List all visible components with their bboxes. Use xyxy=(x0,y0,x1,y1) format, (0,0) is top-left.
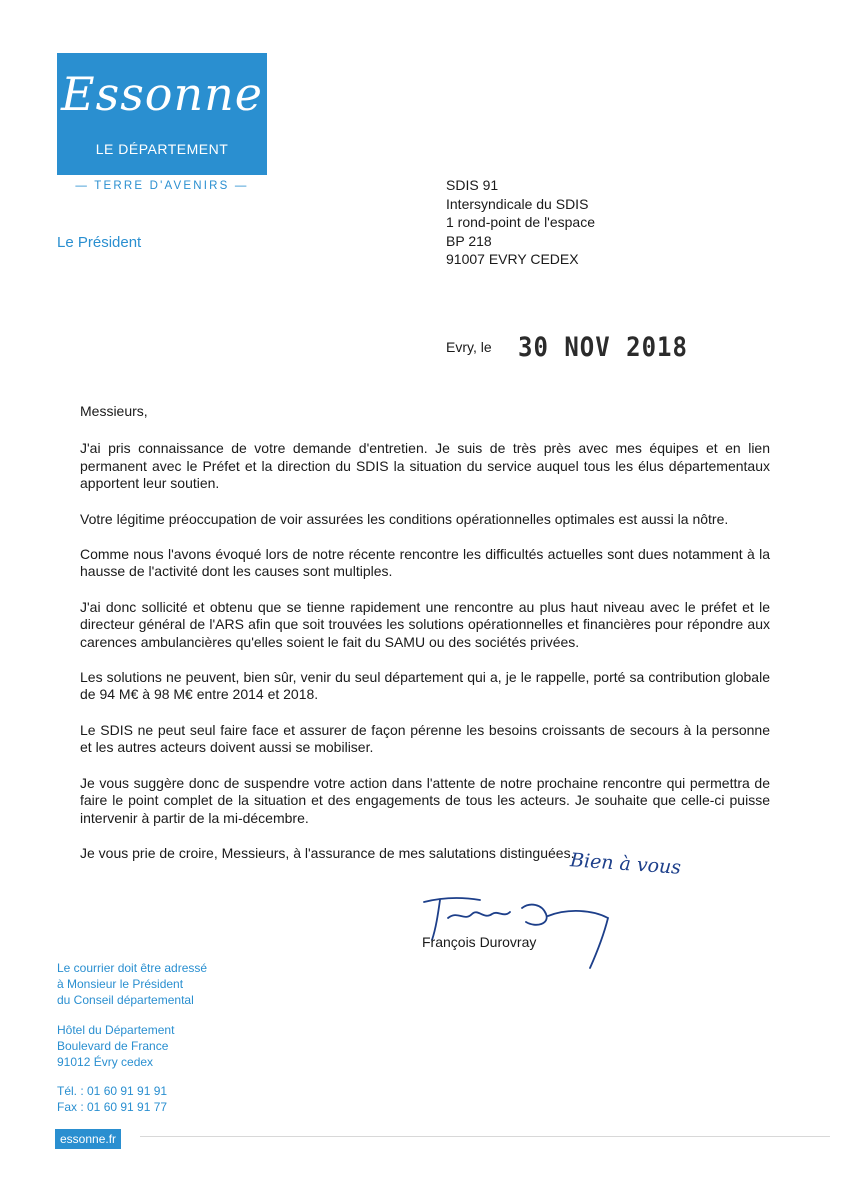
letter-paragraph: Votre légitime préoccupation de voir assurées les conditions opérationnelles optimales est aussi la nôtre. xyxy=(80,510,729,527)
recipient-line: Intersyndicale du SDIS xyxy=(446,195,589,212)
footer-line: du Conseil départemental xyxy=(57,993,194,1007)
footer-line: Boulevard de France xyxy=(57,1039,169,1053)
date-place: Evry, le xyxy=(446,339,492,355)
letter-paragraph: Comme nous l'avons évoqué lors de notre récente rencontre les difficultés actuelles sont dues notamment à la hausse de l'activité dont les causes sont multiples. xyxy=(80,546,770,580)
logo-subtitle: LE DÉPARTEMENT xyxy=(95,141,229,157)
signature-mark xyxy=(418,888,618,970)
footer-contact xyxy=(57,1083,167,1115)
letter-paragraph: J'ai donc sollicité et obtenu que se tienne rapidement une rencontre au plus haut niveau avec le préfet et le directeur général de l'ARS afin que soit trouvées les solutions opérationnelles et financières pour répondre aux carences ambulancières qu'elles soient le fait du SAMU ou des sociétés privées. xyxy=(80,598,770,650)
recipient-line: SDIS 91 xyxy=(446,177,499,193)
recipient-line: 1 rond-point de l'espace xyxy=(446,214,595,230)
letter-paragraph: Je vous suggère donc de suspendre votre action dans l'attente de notre prochaine rencontre qui permettra de faire le point complet de la situation et des engagements de tous les acteurs. Je souhaite que celle-ci puisse intervenir à partir de la mi-décembre. xyxy=(80,774,770,826)
recipient-address xyxy=(446,176,595,269)
logo-wordmark: Essonne xyxy=(61,67,263,121)
recipient-line: BP 218 xyxy=(446,232,492,249)
footer-divider xyxy=(140,1136,830,1137)
recipient-line: 91007 EVRY CEDEX xyxy=(446,251,579,267)
letter-paragraph: Les solutions ne peuvent, bien sûr, venir du seul département qui a, je le rappelle, porté sa contribution globale de 94 M€ à 98 M€ entre 2014 et 2018. xyxy=(80,669,770,703)
signer-name: François Durovray xyxy=(422,934,537,950)
date-stamp: 30 NOV 2018 xyxy=(518,331,688,363)
phone-number: Tél. : 01 60 91 91 91 xyxy=(57,1084,168,1098)
footer-postal-address xyxy=(57,1022,174,1070)
footer-line: Le courrier doit être adressé xyxy=(57,961,208,975)
footer-line: à Monsieur le Président xyxy=(57,977,184,991)
letter-paragraph: Le SDIS ne peut seul faire face et assurer de façon pérenne les besoins croissants de secours à la personne et les autres acteurs doivent aussi se mobiliser. xyxy=(80,721,770,756)
footer-line: 91012 Évry cedex xyxy=(57,1055,154,1069)
closing-formula: Je vous prie de croire, Messieurs, à l'assurance de mes salutations distinguées. xyxy=(80,844,575,861)
department-logo xyxy=(57,53,267,175)
letter-body xyxy=(80,403,770,880)
salutation: Messieurs, xyxy=(80,403,148,419)
fax-number: Fax : 01 60 91 91 77 xyxy=(57,1100,168,1114)
handwritten-note: Bien à vous xyxy=(569,849,682,879)
tagline: — TERRE D'AVENIRS — xyxy=(75,180,249,192)
footer-line: Hôtel du Département xyxy=(57,1023,175,1037)
footer-mailing-notice xyxy=(57,960,207,1008)
sender-title: Le Président xyxy=(57,234,142,251)
letter-paragraph: J'ai pris connaissance de votre demande d'entretien. Je suis de très près avec mes équipes et en lien permanent avec le Préfet et la direction du SDIS la situation du service auquel tous les élus départementaux apportent leur soutien. xyxy=(80,440,770,492)
website-link[interactable]: essonne.fr xyxy=(55,1129,121,1149)
